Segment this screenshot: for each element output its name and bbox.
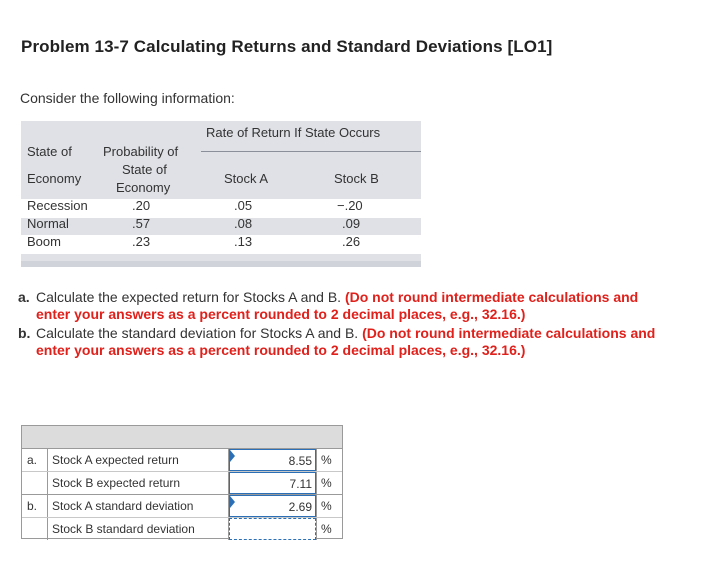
question-a-label: a. bbox=[18, 289, 30, 305]
question-a-text: Calculate the expected return for Stocks A and B. bbox=[36, 289, 345, 305]
question-a bbox=[18, 289, 658, 323]
answer-label: Stock A expected return bbox=[48, 449, 229, 471]
intro-text: Consider the following information: bbox=[20, 90, 235, 106]
part-cell bbox=[22, 495, 48, 517]
group-header-rule bbox=[201, 151, 421, 152]
stock-a-cell: .08 bbox=[234, 216, 253, 231]
unit-label: % bbox=[316, 449, 342, 471]
state-cell: Normal bbox=[27, 216, 69, 231]
question-b-instruction: (Do not round intermediate calculations and enter your answers as a percent rounded to 2 decimal places, e.g., 32.16.) bbox=[36, 325, 656, 358]
unit-label: % bbox=[316, 518, 342, 540]
unit-label: % bbox=[316, 495, 342, 517]
question-list bbox=[18, 289, 658, 359]
group-header: Rate of Return If State Occurs bbox=[206, 125, 381, 140]
col-prob-line2: State of bbox=[122, 162, 167, 177]
stock-b-cell: .09 bbox=[342, 216, 361, 231]
stock-a-expected-return-input[interactable]: 8.55 bbox=[229, 449, 316, 471]
part-cell bbox=[22, 518, 48, 540]
part-cell bbox=[22, 472, 48, 494]
stock-b-std-dev-input[interactable] bbox=[229, 518, 316, 540]
col-stock-a: Stock A bbox=[224, 171, 269, 186]
stock-a-cell: .13 bbox=[234, 234, 253, 249]
question-b bbox=[18, 325, 658, 359]
input-marker-icon bbox=[230, 496, 235, 508]
answer-label: Stock A standard deviation bbox=[48, 495, 229, 517]
col-prob-line1: Probability of bbox=[103, 144, 179, 159]
part-cell bbox=[22, 449, 48, 471]
col-state-line2: Economy bbox=[27, 171, 82, 186]
answer-label: Stock B standard deviation bbox=[48, 518, 229, 540]
part-label: b. bbox=[27, 499, 38, 513]
stock-a-std-dev-input[interactable]: 2.69 bbox=[229, 495, 316, 517]
question-a-instruction: (Do not round intermediate calculations and enter your answers as a percent rounded to 2 decimal places, e.g., 32.16.) bbox=[36, 289, 639, 322]
question-b-text: Calculate the standard deviation for Stocks A and B. bbox=[36, 325, 363, 341]
stock-b-expected-return-input[interactable]: 7.11 bbox=[229, 472, 316, 494]
question-b-label: b. bbox=[18, 325, 31, 341]
table-bottom-bar bbox=[21, 261, 421, 267]
prob-cell: .57 bbox=[132, 216, 151, 231]
state-cell: Recession bbox=[27, 198, 88, 213]
answer-label: Stock B expected return bbox=[48, 472, 229, 494]
stock-b-cell: .26 bbox=[342, 234, 361, 249]
col-state-line1: State of bbox=[27, 144, 72, 159]
col-prob-line3: Economy bbox=[116, 180, 171, 195]
info-table bbox=[21, 121, 421, 267]
prob-cell: .23 bbox=[132, 234, 151, 249]
input-marker-icon bbox=[230, 450, 235, 462]
row-band bbox=[21, 235, 421, 254]
answer-row bbox=[22, 495, 342, 517]
answer-table-header bbox=[22, 426, 342, 449]
stock-b-cell: −.20 bbox=[337, 198, 363, 213]
col-stock-b: Stock B bbox=[334, 171, 379, 186]
stock-a-cell: .05 bbox=[234, 198, 253, 213]
state-cell: Boom bbox=[27, 234, 61, 249]
answer-row bbox=[22, 518, 342, 540]
answer-row bbox=[22, 472, 342, 494]
unit-label: % bbox=[316, 472, 342, 494]
answer-row bbox=[22, 449, 342, 471]
page-title: Problem 13-7 Calculating Returns and Standard Deviations [LO1] bbox=[21, 37, 553, 56]
prob-cell: .20 bbox=[132, 198, 151, 213]
answer-table bbox=[21, 425, 343, 539]
part-label: a. bbox=[27, 453, 38, 467]
